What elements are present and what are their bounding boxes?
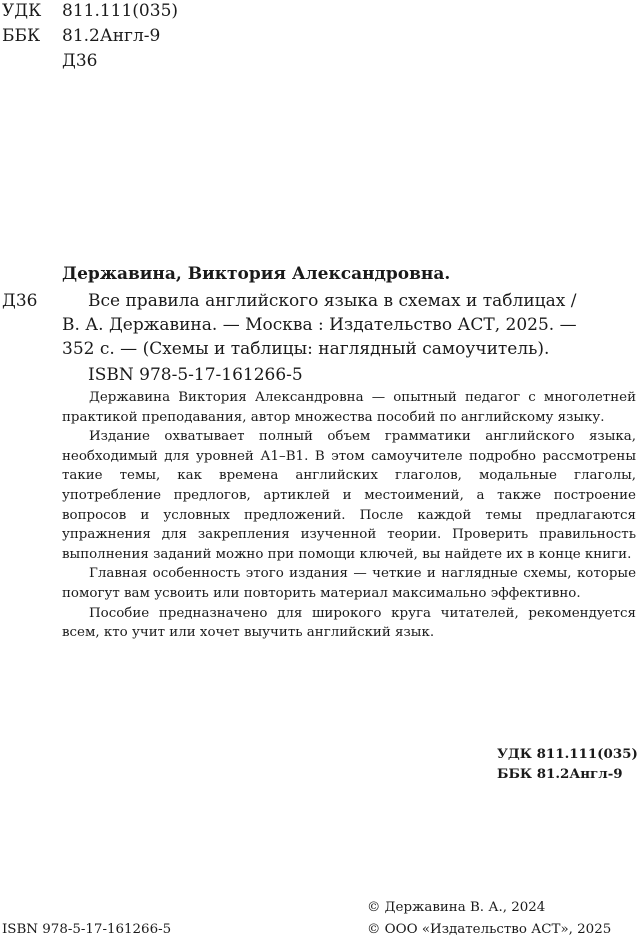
annotation-paragraph: Издание охватывает полный объем грамматики английского языка, необходимый для уровней А1–В1. В этом самоучителе подробно рассмотрены такие темы, как времена английских глаголов, модальные глаголы, употребление предлогов, артиклей и местоимений, а также построение вопросов и условных предложений. После каждой темы предлагаются упражнения для закрепления изученной теории. Проверить правильность выполнения заданий можно при помощи ключей, вы найдете их в конце книги. bbox=[62, 429, 636, 562]
isbn-entry: ISBN 978-5-17-161266-5 bbox=[88, 365, 303, 385]
author-heading: Державина, Виктория Александровна. bbox=[62, 264, 451, 284]
annotation-paragraph: Пособие предназначено для широкого круга читателей, рекомендуется всем, кто учит или хочет выучить английский язык. bbox=[62, 605, 636, 641]
title-line-1: Все правила английского языка в схемах и таблицах / bbox=[88, 291, 577, 311]
copyright-author: © Державина В. А., 2024 bbox=[367, 900, 546, 915]
annotation bbox=[62, 388, 636, 643]
bbk-value: 81.2Англ-9 bbox=[62, 26, 161, 46]
title-line-2: В. А. Державина. — Москва : Издательство АСТ, 2025. — bbox=[62, 315, 577, 335]
author-sign: Д36 bbox=[2, 291, 38, 311]
udk-value: 811.111(035) bbox=[62, 1, 179, 21]
author-sign-top: Д36 bbox=[62, 51, 98, 71]
bbk-bottom: ББК 81.2Англ-9 bbox=[497, 766, 623, 782]
copyright-publisher: © ООО «Издательство АСТ», 2025 bbox=[367, 922, 612, 937]
annotation-paragraph: Главная особенность этого издания — четкие и наглядные схемы, которые помогут вам усвоить или повторить материал максимально эффективно. bbox=[62, 566, 636, 601]
title-line-3: 352 с. — (Схемы и таблицы: наглядный самоучитель). bbox=[62, 339, 550, 359]
udk-bottom: УДК 811.111(035) bbox=[497, 746, 638, 762]
udk-label: УДК bbox=[2, 1, 42, 21]
bbk-label: ББК bbox=[2, 26, 41, 46]
footer-isbn: ISBN 978-5-17-161266-5 bbox=[2, 922, 172, 937]
annotation-paragraph: Державина Виктория Александровна — опытный педагог с многолетней практикой преподавания, автор множества пособий по английскому языку. bbox=[62, 390, 636, 425]
